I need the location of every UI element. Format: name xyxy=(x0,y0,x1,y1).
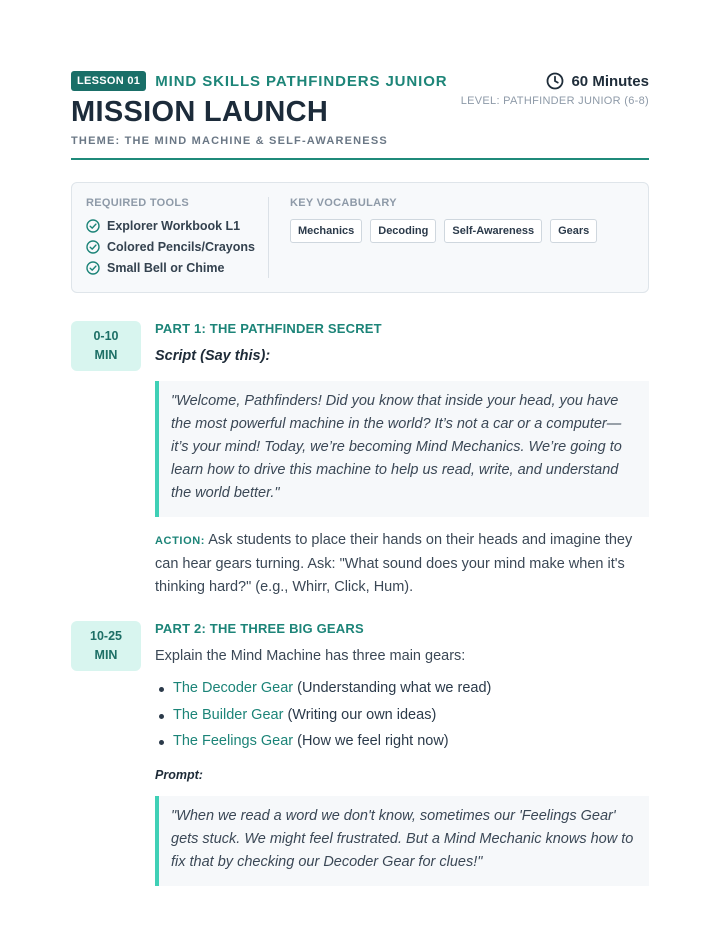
prompt-quote: "When we read a word we don't know, sometimes our 'Feelings Gear' gets stuck. We might feel frustrated. But a Mind Mechanic knows how to fix that by checking our Decoder Gear for clues!" xyxy=(155,796,649,886)
time-pill xyxy=(71,321,141,371)
tool-label: Colored Pencils/Crayons xyxy=(107,239,255,254)
list-item xyxy=(155,680,649,707)
materials-box xyxy=(71,182,649,293)
check-circle-icon xyxy=(86,219,100,233)
duration-text: 60 Minutes xyxy=(571,72,649,90)
tool-label: Small Bell or Chime xyxy=(107,260,225,275)
vocab-chip: Gears xyxy=(550,219,597,243)
tools-list xyxy=(86,215,268,278)
duration xyxy=(546,70,649,92)
check-circle-icon xyxy=(86,240,100,254)
page-title: MISSION LAUNCH xyxy=(71,96,329,128)
vocab-chips xyxy=(290,219,605,243)
lesson-theme: THEME: THE MIND MACHINE & SELF-AWARENESS xyxy=(71,135,388,147)
prompt-label: Prompt: xyxy=(155,767,203,782)
part-content xyxy=(155,621,649,886)
time-range: 10-25 xyxy=(90,629,122,643)
vocab-chip: Self-Awareness xyxy=(444,219,542,243)
key-vocabulary xyxy=(269,197,605,278)
part-intro: Explain the Mind Machine has three main gears: xyxy=(155,648,466,664)
lesson-header xyxy=(71,0,649,160)
clock-icon xyxy=(546,72,564,90)
list-item xyxy=(155,733,649,760)
action-label: ACTION: xyxy=(155,535,206,547)
gear-desc: (Writing our own ideas) xyxy=(283,706,437,723)
time-unit: MIN xyxy=(94,348,118,362)
part-title: PART 1: THE PATHFINDER SECRET xyxy=(155,321,382,336)
vocab-chip: Decoding xyxy=(370,219,436,243)
required-tools xyxy=(86,197,269,278)
part-2 xyxy=(71,621,649,886)
program-name: MIND SKILLS PATHFINDERS JUNIOR xyxy=(155,72,448,90)
tool-label: Explorer Workbook L1 xyxy=(107,218,241,233)
list-item xyxy=(86,215,268,236)
lesson-badge: LESSON 01 xyxy=(71,71,146,91)
time-pill xyxy=(71,621,141,671)
gears-list xyxy=(155,680,649,760)
action-body: Ask students to place their hands on their heads and imagine they can hear gears turning. Ask: "What sound does your mind make when it's thinking hard?" (e.g., Whirr, Click, Hum). xyxy=(155,532,633,595)
gear-name: The Feelings Gear xyxy=(173,733,294,749)
time-unit: MIN xyxy=(94,648,118,662)
part-content xyxy=(155,321,649,599)
time-range: 0-10 xyxy=(93,329,119,343)
gear-desc: (How we feel right now) xyxy=(293,733,449,749)
script-label: Script (Say this): xyxy=(155,348,271,364)
level-label: LEVEL: PATHFINDER JUNIOR (6-8) xyxy=(460,95,649,107)
vocab-heading: KEY VOCABULARY xyxy=(290,197,397,209)
vocab-chip: Mechanics xyxy=(290,219,362,243)
action-text xyxy=(155,529,649,599)
check-circle-icon xyxy=(86,261,100,275)
list-item xyxy=(86,236,268,257)
gear-name: The Decoder Gear xyxy=(173,680,294,696)
part-title: PART 2: THE THREE BIG GEARS xyxy=(155,621,364,636)
script-quote: "Welcome, Pathfinders! Did you know that inside your head, you have the most powerful machine in the world? It’s not a car or a computer—it’s your mind! Today, we’re becoming Mind Mechanics. We’re going to learn how to drive this machine to help us read, write, and understand the world better." xyxy=(155,381,649,517)
list-item xyxy=(155,707,649,734)
gear-name: The Builder Gear xyxy=(173,706,284,723)
gear-desc: (Understanding what we read) xyxy=(293,680,492,696)
part-1 xyxy=(71,321,649,599)
tools-heading: REQUIRED TOOLS xyxy=(86,197,190,209)
list-item xyxy=(86,257,268,278)
